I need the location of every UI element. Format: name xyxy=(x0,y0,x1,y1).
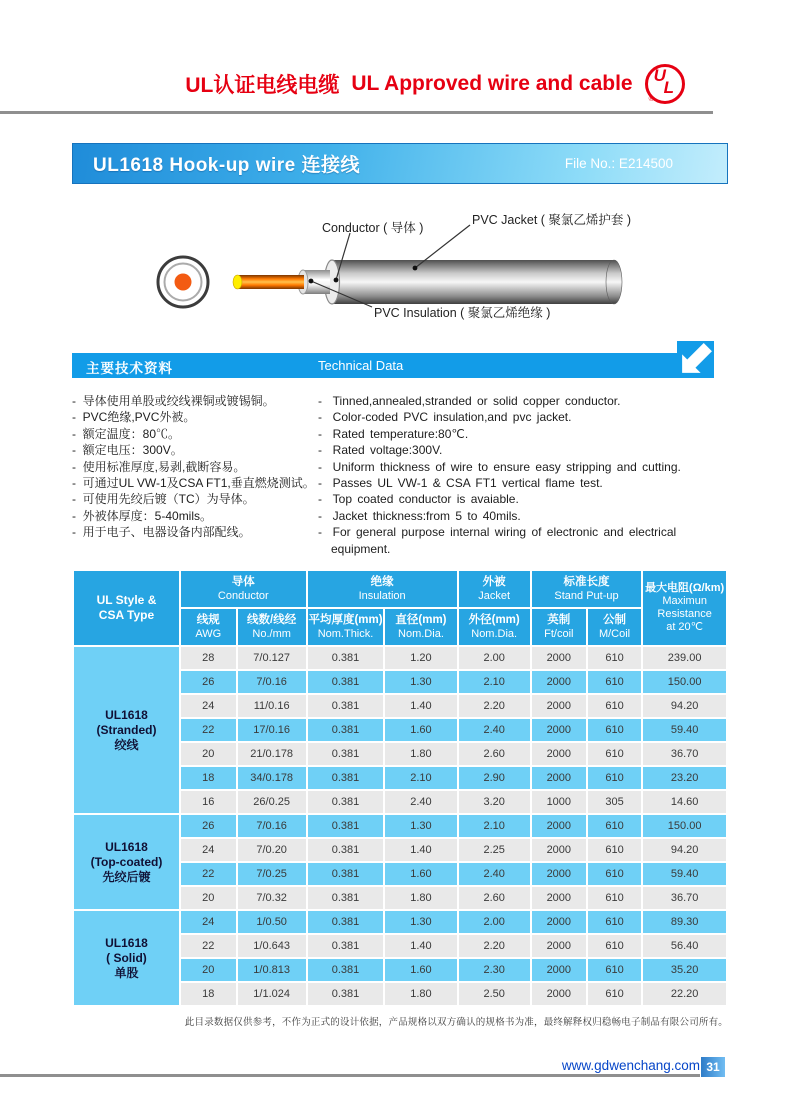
table-cell: 0.381 xyxy=(308,815,384,837)
table-cell: 610 xyxy=(588,743,641,765)
product-banner xyxy=(72,143,728,184)
table-cell: 26/0.25 xyxy=(238,791,306,813)
table-cell: 20 xyxy=(181,887,236,909)
spec-item-cn: - 额定温度：80℃。 xyxy=(72,426,318,442)
table-cell: 2.30 xyxy=(459,959,530,981)
wire-diagram xyxy=(0,197,800,347)
table-cell: 36.70 xyxy=(643,743,726,765)
table-cell: 1/0.813 xyxy=(238,959,306,981)
table-cell: 0.381 xyxy=(308,839,384,861)
table-cell: 56.40 xyxy=(643,935,726,957)
table-cell: 2.90 xyxy=(459,767,530,789)
table-cell: 0.381 xyxy=(308,959,384,981)
table-cell: 1.40 xyxy=(385,935,456,957)
table-cell: 1.80 xyxy=(385,887,456,909)
spec-item-en: - Passes UL VW-1 & CSA FT1 vertical flame test. xyxy=(318,475,728,491)
table-cell: 2.10 xyxy=(459,671,530,693)
table-cell: 26 xyxy=(181,815,236,837)
table-cell: 2.50 xyxy=(459,983,530,1005)
spec-item-cn: - 外被体厚度：5-40mils。 xyxy=(72,508,318,524)
table-cell: 2.10 xyxy=(385,767,456,789)
header-m-coil: 公制 M/Coil xyxy=(588,609,641,645)
header-ft-coil: 英制 Ft/coil xyxy=(532,609,586,645)
table-cell: 28 xyxy=(181,647,236,669)
table-cell: 0.381 xyxy=(308,887,384,909)
table-cell: 59.40 xyxy=(643,719,726,741)
conductor-label: Conductor ( 导体 ) xyxy=(322,221,424,235)
tech-title-en: Technical Data xyxy=(318,358,404,373)
table-cell: 7/0.16 xyxy=(238,815,306,837)
table-cell: 1.30 xyxy=(385,815,456,837)
table-cell: 2000 xyxy=(532,719,586,741)
table-cell: 26 xyxy=(181,671,236,693)
table-cell: 7/0.25 xyxy=(238,863,306,885)
technical-data-bar-background xyxy=(72,353,677,378)
table-cell: 18 xyxy=(181,983,236,1005)
header-jacket-group xyxy=(459,571,530,607)
header-conductor-group xyxy=(181,571,306,607)
table-cell: 36.70 xyxy=(643,887,726,909)
table-cell: 1.40 xyxy=(385,695,456,717)
table-cell: 610 xyxy=(588,647,641,669)
product-title: UL1618 Hook-up wire 连接线 xyxy=(93,155,360,176)
wire-spec-table xyxy=(72,569,728,1007)
table-cell: 2.20 xyxy=(459,695,530,717)
header-ul-style xyxy=(74,571,179,645)
table-cell: 2000 xyxy=(532,767,586,789)
spec-item-cn: - 导体使用单股或绞线裸铜或镀锡铜。 xyxy=(72,393,318,409)
table-cell: 22 xyxy=(181,719,236,741)
spec-item-cn: - 额定电压：300V。 xyxy=(72,442,318,458)
group-stranded xyxy=(74,647,726,813)
table-cell: 2.00 xyxy=(459,911,530,933)
table-cell: 610 xyxy=(588,695,641,717)
table-cell: 0.381 xyxy=(308,719,384,741)
table-cell: 24 xyxy=(181,911,236,933)
table-cell: 0.381 xyxy=(308,695,384,717)
table-cell: 2000 xyxy=(532,647,586,669)
page-number-badge: 31 xyxy=(701,1057,725,1077)
table-cell: 2.10 xyxy=(459,815,530,837)
table-cell: 0.381 xyxy=(308,791,384,813)
spec-item-cn: - PVC绝缘,PVC外被。 xyxy=(72,409,318,425)
table-cell: 2.60 xyxy=(459,743,530,765)
header-conductor-en: Conductor xyxy=(217,590,269,603)
table-cell: 11/0.16 xyxy=(238,695,306,717)
table-cell: 2.60 xyxy=(459,887,530,909)
table-cell: 610 xyxy=(588,671,641,693)
header-putup-cn: 标准长度 xyxy=(563,576,610,589)
table-cell: 7/0.32 xyxy=(238,887,306,909)
spec-item-cn: - 可使用先绞后镀（TC）为导体。 xyxy=(72,491,318,507)
header-putup-group xyxy=(532,571,641,607)
spec-item-en: - For general purpose internal wiring of electronic and electrical equipment. xyxy=(318,524,728,557)
group-label: UL1618 (Top-coated) 先绞后镀 xyxy=(74,815,179,909)
pvc-jacket-label: PVC Jacket ( 聚氯乙烯护套 ) xyxy=(472,213,632,227)
table-cell: 2000 xyxy=(532,887,586,909)
table-cell: 20 xyxy=(181,743,236,765)
table-cell: 2000 xyxy=(532,743,586,765)
technical-data-bar xyxy=(72,353,728,378)
pvc-insulation-label: PVC Insulation ( 聚氯乙烯绝缘 ) xyxy=(374,306,551,320)
table-cell: 2000 xyxy=(532,935,586,957)
table-cell: 610 xyxy=(588,935,641,957)
masthead xyxy=(0,0,800,104)
spec-item-en: - Rated temperature:80℃. xyxy=(318,426,728,442)
table-cell: 0.381 xyxy=(308,863,384,885)
header-conductor-cn: 导体 xyxy=(231,576,255,589)
table-cell: 1.60 xyxy=(385,719,456,741)
spec-item-cn: - 用于电子、电器设备内部配线。 xyxy=(72,524,318,540)
header-ins-nom-dia: 直径(mm) Nom.Dia. xyxy=(385,609,456,645)
header-awg: 线规 AWG xyxy=(181,609,236,645)
spec-item-en: - Jacket thickness:from 5 to 40mils. xyxy=(318,508,728,524)
table-cell: 610 xyxy=(588,839,641,861)
masthead-title-en: UL Approved wire and cable xyxy=(351,72,633,95)
table-cell: 2.40 xyxy=(459,863,530,885)
page-footer xyxy=(0,1058,800,1082)
specs-english xyxy=(318,393,728,557)
footer-divider xyxy=(0,1074,700,1077)
table-cell: 2.00 xyxy=(459,647,530,669)
table-cell: 1/0.50 xyxy=(238,911,306,933)
table-cell: 1/1.024 xyxy=(238,983,306,1005)
table-cell: 24 xyxy=(181,695,236,717)
header-jacket-cn: 外被 xyxy=(482,576,506,589)
spec-item-en: - Tinned,annealed,stranded or solid copper conductor. xyxy=(318,393,728,409)
table-cell: 1.20 xyxy=(385,647,456,669)
header-resistance-line3: Resistance xyxy=(657,608,712,621)
table-cell: 1.80 xyxy=(385,743,456,765)
group-top-coated xyxy=(74,815,726,909)
table-cell: 18 xyxy=(181,767,236,789)
spec-item-cn: - 可通过UL VW-1及CSA FT1,垂直燃烧测试。 xyxy=(72,475,318,491)
table-cell: 23.20 xyxy=(643,767,726,789)
table-cell: 22 xyxy=(181,935,236,957)
table-cell: 610 xyxy=(588,911,641,933)
table-cell: 305 xyxy=(588,791,641,813)
table-cell: 610 xyxy=(588,887,641,909)
table-cell: 610 xyxy=(588,863,641,885)
spec-item-cn: - 使用标准厚度,易剥,截断容易。 xyxy=(72,459,318,475)
table-cell: 2000 xyxy=(532,671,586,693)
table-cell: 22.20 xyxy=(643,983,726,1005)
table-cell: 59.40 xyxy=(643,863,726,885)
table-cell: 2000 xyxy=(532,959,586,981)
table-cell: 1/0.643 xyxy=(238,935,306,957)
header-jacket-nom-dia: 外径(mm) Nom.Dia. xyxy=(459,609,530,645)
group-label: UL1618 (Stranded) 绞线 xyxy=(74,647,179,813)
table-cell: 24 xyxy=(181,839,236,861)
table-cell: 1.30 xyxy=(385,911,456,933)
header-insulation-cn: 绝缘 xyxy=(370,576,394,589)
spec-item-en: - Uniform thickness of wire to ensure easy stripping and cutting. xyxy=(318,459,728,475)
file-number: File No.: E214500 xyxy=(564,156,673,171)
table-cell: 1.30 xyxy=(385,671,456,693)
table-cell: 1.60 xyxy=(385,863,456,885)
registered-mark: ® xyxy=(648,96,654,103)
specs-chinese xyxy=(72,393,318,557)
table-cell: 0.381 xyxy=(308,767,384,789)
table-row xyxy=(74,647,726,669)
group-solid xyxy=(74,911,726,1005)
table-cell: 2000 xyxy=(532,839,586,861)
header-resistance-line1: 最大电阻(Ω/km) xyxy=(645,582,725,595)
table-cell: 0.381 xyxy=(308,743,384,765)
table-cell: 0.381 xyxy=(308,671,384,693)
table-cell: 610 xyxy=(588,815,641,837)
header-ul-style-line2: CSA Type xyxy=(98,608,155,623)
ul-certification-logo-icon xyxy=(645,64,685,104)
table-cell: 35.20 xyxy=(643,959,726,981)
table-cell: 2.25 xyxy=(459,839,530,861)
header-insulation-group xyxy=(308,571,457,607)
table-cell: 34/0.178 xyxy=(238,767,306,789)
disclaimer-note: 此目录数据仅供参考，不作为正式的设计依据，产品规格以双方确认的规格书为准，最终解释权归稳畅电子制品有限公司所有。 xyxy=(184,1017,728,1029)
header-no-mm: 线数/线经 No./mm xyxy=(238,609,306,645)
spec-item-en: - Color-coded PVC insulation,and pvc jacket. xyxy=(318,409,728,425)
table-cell: 0.381 xyxy=(308,911,384,933)
table-row xyxy=(74,815,726,837)
table-cell: 610 xyxy=(588,959,641,981)
table-cell: 22 xyxy=(181,863,236,885)
ul-logo-letter-l: L xyxy=(663,78,674,97)
table-cell: 2000 xyxy=(532,815,586,837)
header-insulation-en: Insulation xyxy=(358,590,406,603)
table-cell: 14.60 xyxy=(643,791,726,813)
table-cell: 610 xyxy=(588,983,641,1005)
table-cell: 3.20 xyxy=(459,791,530,813)
header-divider xyxy=(0,111,713,114)
table-cell: 89.30 xyxy=(643,911,726,933)
spec-item-en: - Rated voltage:300V. xyxy=(318,442,728,458)
header-nom-thick: 平均厚度(mm) Nom.Thick. xyxy=(308,609,384,645)
table-cell: 21/0.178 xyxy=(238,743,306,765)
table-cell: 2.20 xyxy=(459,935,530,957)
spec-item-en: - Top coated conductor is avaiable. xyxy=(318,491,728,507)
table-cell: 1.60 xyxy=(385,959,456,981)
table-cell: 610 xyxy=(588,719,641,741)
table-cell: 2.40 xyxy=(385,791,456,813)
header-jacket-en: Jacket xyxy=(478,590,511,603)
table-cell: 7/0.127 xyxy=(238,647,306,669)
table-cell: 7/0.20 xyxy=(238,839,306,861)
table-cell: 2.40 xyxy=(459,719,530,741)
table-cell: 150.00 xyxy=(643,671,726,693)
table-cell: 150.00 xyxy=(643,815,726,837)
website-link[interactable]: www.gdwenchang.com xyxy=(561,1058,700,1074)
header-resistance xyxy=(643,571,726,645)
header-resistance-line4: at 20℃ xyxy=(666,621,704,634)
ul-logo-letter-u: U xyxy=(653,66,666,85)
table-row xyxy=(74,911,726,933)
table-cell: 0.381 xyxy=(308,647,384,669)
header-ul-style-line1: UL Style & xyxy=(96,593,157,608)
masthead-title-cn: UL认证电线电缆 xyxy=(185,74,340,97)
table-cell: 2000 xyxy=(532,983,586,1005)
table-cell: 0.381 xyxy=(308,935,384,957)
table-cell: 2000 xyxy=(532,863,586,885)
header-resistance-line2: Maximun xyxy=(662,595,707,608)
arrow-down-left-icon xyxy=(677,341,714,378)
table-cell: 16 xyxy=(181,791,236,813)
table-cell: 1.40 xyxy=(385,839,456,861)
spec-lists xyxy=(72,393,728,557)
table-cell: 94.20 xyxy=(643,839,726,861)
header-putup-en: Stand Put-up xyxy=(554,590,619,603)
tech-title-cn: 主要技术资料 xyxy=(86,361,173,376)
table-cell: 610 xyxy=(588,767,641,789)
table-cell: 2000 xyxy=(532,911,586,933)
table-cell: 2000 xyxy=(532,695,586,717)
table-cell: 0.381 xyxy=(308,983,384,1005)
table-cell: 1000 xyxy=(532,791,586,813)
table-cell: 94.20 xyxy=(643,695,726,717)
group-label: UL1618 ( Solid) 单股 xyxy=(74,911,179,1005)
table-cell: 1.80 xyxy=(385,983,456,1005)
table-cell: 239.00 xyxy=(643,647,726,669)
table-cell: 7/0.16 xyxy=(238,671,306,693)
table-cell: 17/0.16 xyxy=(238,719,306,741)
table-cell: 20 xyxy=(181,959,236,981)
